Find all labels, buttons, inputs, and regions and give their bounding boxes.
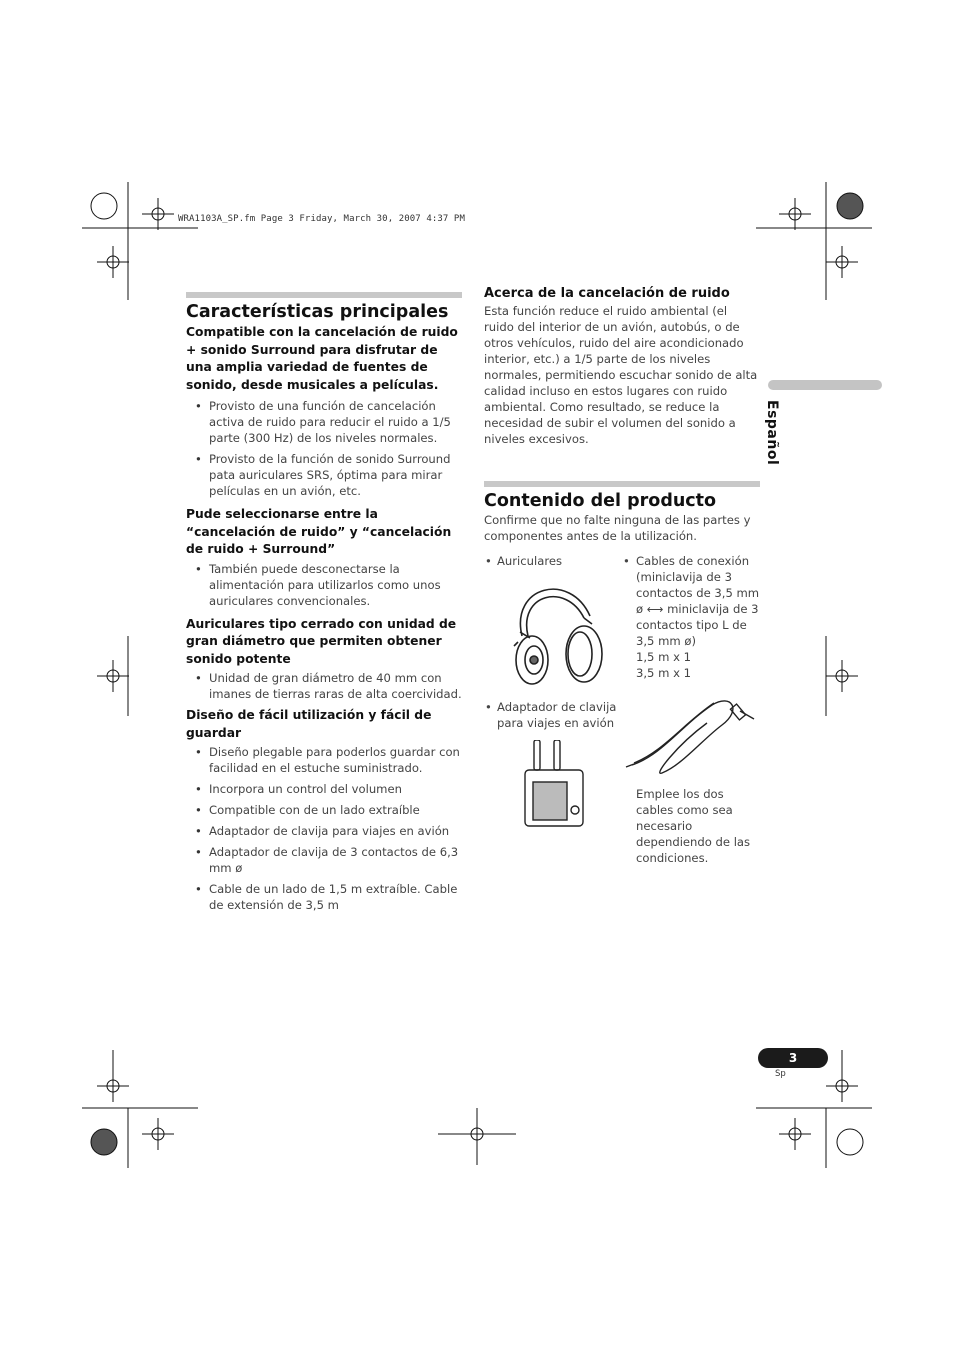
cable-note: Emplee los dos cables como sea necesario dependiendo de las condiciones. bbox=[636, 787, 751, 865]
item-cables-label: • Cables de conexión (miniclavija de 3 contactos de 3,5 mm ø ⟷ miniclavija de 3 contactos tipo L de 3,5 mm ø) 1,5 m x 1 3,5 m x 1 bbox=[622, 553, 762, 681]
feature-bullet: • Compatible con de un lado extraíble bbox=[186, 802, 462, 818]
feature-bullet: • Provisto de una función de cancelación activa de ruido para reducir el ruido a 1/5 parte (300 Hz) de los niveles normales. bbox=[186, 398, 462, 446]
feature-block bbox=[186, 324, 462, 499]
contents-intro: Confirme que no falte ninguna de las partes y componentes antes de la utilización. bbox=[484, 513, 751, 543]
feature-block bbox=[186, 707, 462, 913]
feature-bullet: • Unidad de gran diámetro de 40 mm con imanes de tierras raras de alta coercividad. bbox=[186, 670, 462, 702]
cable-length-2: 3,5 m x 1 bbox=[636, 666, 692, 680]
item-adapter-text: Adaptador de clavija para viajes en avión bbox=[497, 700, 617, 730]
section-bar bbox=[484, 481, 760, 487]
feature-bullet: • Incorpora un control del volumen bbox=[186, 781, 462, 797]
features-title: Características principales bbox=[186, 302, 449, 322]
language-tab-label: Español bbox=[764, 400, 780, 466]
feature-bullet: • Cable de un lado de 1,5 m extraíble. Cable de extensión de 3,5 m bbox=[186, 881, 462, 913]
page-number: 3 bbox=[758, 1048, 828, 1068]
feature-bullet: • Diseño plegable para poderlos guardar con facilidad en el estuche suministrado. bbox=[186, 744, 462, 776]
cable-length-1: 1,5 m x 1 bbox=[636, 650, 692, 664]
feature-bullet: • Adaptador de clavija de 3 contactos de 6,3 mm ø bbox=[186, 844, 462, 876]
feature-bullet: • También puede desconectarse la alimentación para utilizarlos como unos auriculares convencionales. bbox=[186, 561, 462, 609]
about-heading: Acerca de la cancelación de ruido bbox=[484, 286, 730, 301]
feature-heading: Compatible con la cancelación de ruido + sonido Surround para disfrutar de una amplia variedad de fuentes de sonido, desde musicales a películas. bbox=[186, 325, 458, 392]
feature-heading: Diseño de fácil utilización y fácil de guardar bbox=[186, 708, 432, 740]
cable-illustration bbox=[622, 685, 762, 785]
feature-heading: Auriculares tipo cerrado con unidad de gran diámetro que permiten obtener sonido potente bbox=[186, 616, 457, 666]
right-column bbox=[484, 286, 760, 544]
contents-title: Contenido del producto bbox=[484, 491, 717, 511]
page-language-code: Sp bbox=[775, 1069, 786, 1079]
section-bar bbox=[186, 292, 462, 298]
item-headphones-label: • Auriculares bbox=[485, 554, 562, 568]
plug-adapter-illustration bbox=[520, 740, 590, 832]
item-adapter-label: • Adaptador de clavija para viajes en avión bbox=[485, 700, 617, 730]
feature-block bbox=[186, 616, 462, 703]
feature-bullet: • Adaptador de clavija para viajes en avión bbox=[186, 823, 462, 839]
feature-block bbox=[186, 506, 462, 609]
file-header-line: WRA1103A_SP.fm Page 3 Friday, March 30, 2007 4:37 PM bbox=[178, 214, 465, 224]
headphones-illustration bbox=[500, 576, 610, 696]
feature-bullet: • Provisto de la función de sonido Surround pata auriculares SRS, óptima para mirar películas en un avión, etc. bbox=[186, 451, 462, 499]
feature-heading: Pude seleccionarse entre la “cancelación de ruido” y “cancelación de ruido + Surround” bbox=[186, 507, 452, 556]
item-cables-text: Cables de conexión (miniclavija de 3 contactos de 3,5 mm ø ⟷ miniclavija de 3 contactos tipo L de 3,5 mm ø) bbox=[636, 554, 760, 648]
about-text: Esta función reduce el ruido ambiental (el ruido del interior de un avión, autobús, o de otros vehículos, ruido del aire acondicionado interior, etc.) a 1/5 parte de los niveles normales, permitiendo escuchar sonido de alta calidad incluso en estos lugares con ruido ambiental. Como resultado, se reduce la necesidad de subir el volumen del sonido a niveles excesivos. bbox=[484, 304, 758, 446]
language-tab-bar bbox=[768, 380, 882, 390]
item-headphones-text: Auriculares bbox=[497, 554, 562, 568]
left-column bbox=[186, 292, 462, 918]
